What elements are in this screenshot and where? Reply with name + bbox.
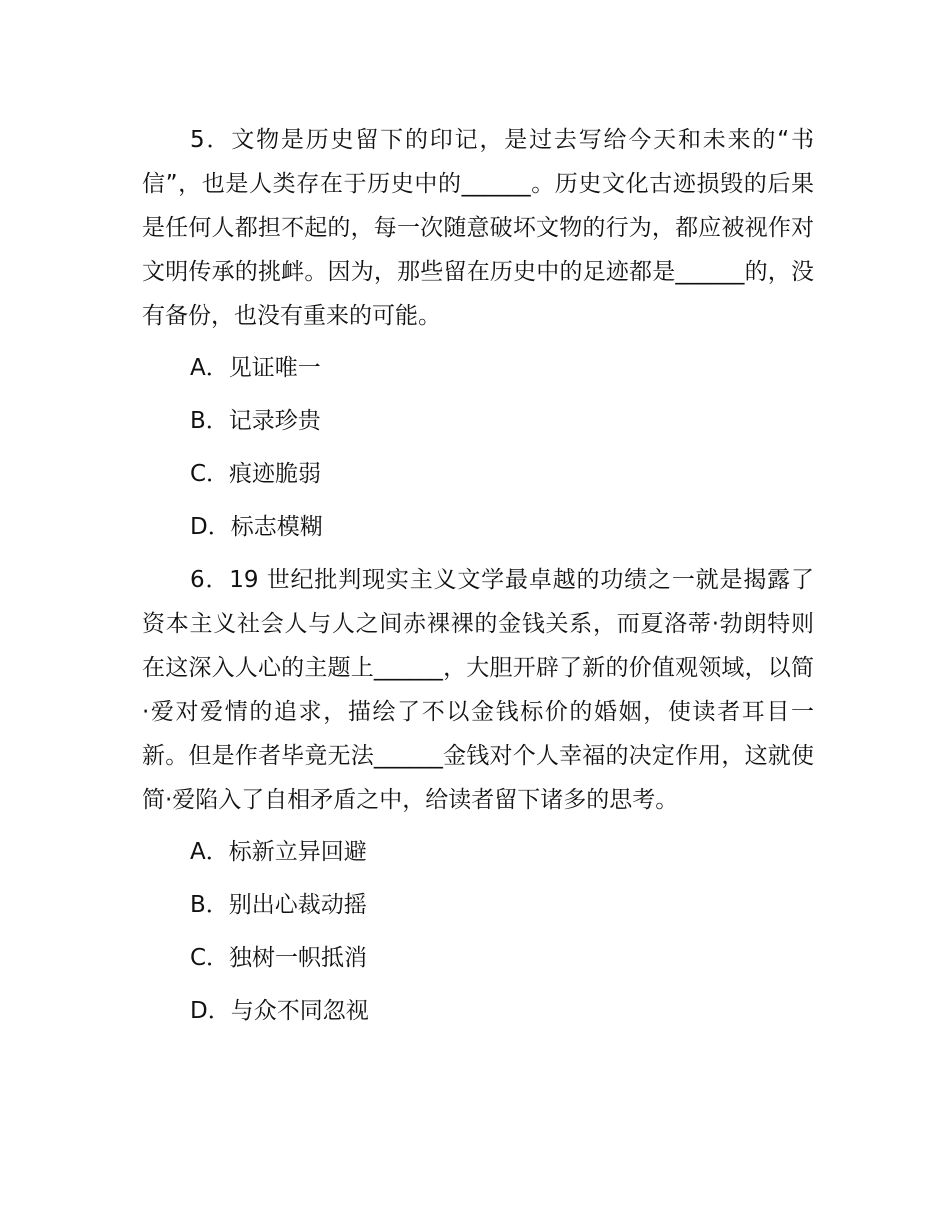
option-a: A．标新立异回避 [190,839,367,865]
option-d: D．与众不同忽视 [190,998,369,1024]
question-list [142,118,814,1042]
question-stem: 5．文物是历史留下的印记，是过去写给今天和未来的“书信”，也是人类存在于历史中的______。历史文化古迹损毁的后果是任何人都担不起的，每一次随意破坏文物的行为，都应被视作对文明传承的挑衅。因为，那些留在历史中的足迹都是______的，没有备份，也没有重来的可能。 [142,127,814,329]
question-5 [142,118,814,558]
option-a: A．见证唯一 [190,355,321,381]
option-c: C．痕迹脆弱 [190,461,322,487]
option-d: D．标志模糊 [190,514,323,540]
option-list [142,830,814,1042]
question-stem: 6．19 世纪批判现实主义文学最卓越的功绩之一就是揭露了资本主义社会人与人之间赤裸裸的金钱关系，而夏洛蒂·勃朗特则在这深入人心的主题上______，大胆开辟了新的价值观领域，以简·爱对爱情的追求，描绘了不以金钱标价的婚姻，使读者耳目一新。但是作者毕竟无法______金钱对个人幸福的决定作用，这就使简·爱陷入了自相矛盾之中，给读者留下诸多的思考。 [142,567,814,813]
question-6 [142,558,814,1042]
option-c: C．独树一帜抵消 [190,945,368,971]
option-b: B．记录珍贵 [190,408,321,434]
option-list [142,346,814,558]
option-b: B．别出心裁动摇 [190,892,367,918]
